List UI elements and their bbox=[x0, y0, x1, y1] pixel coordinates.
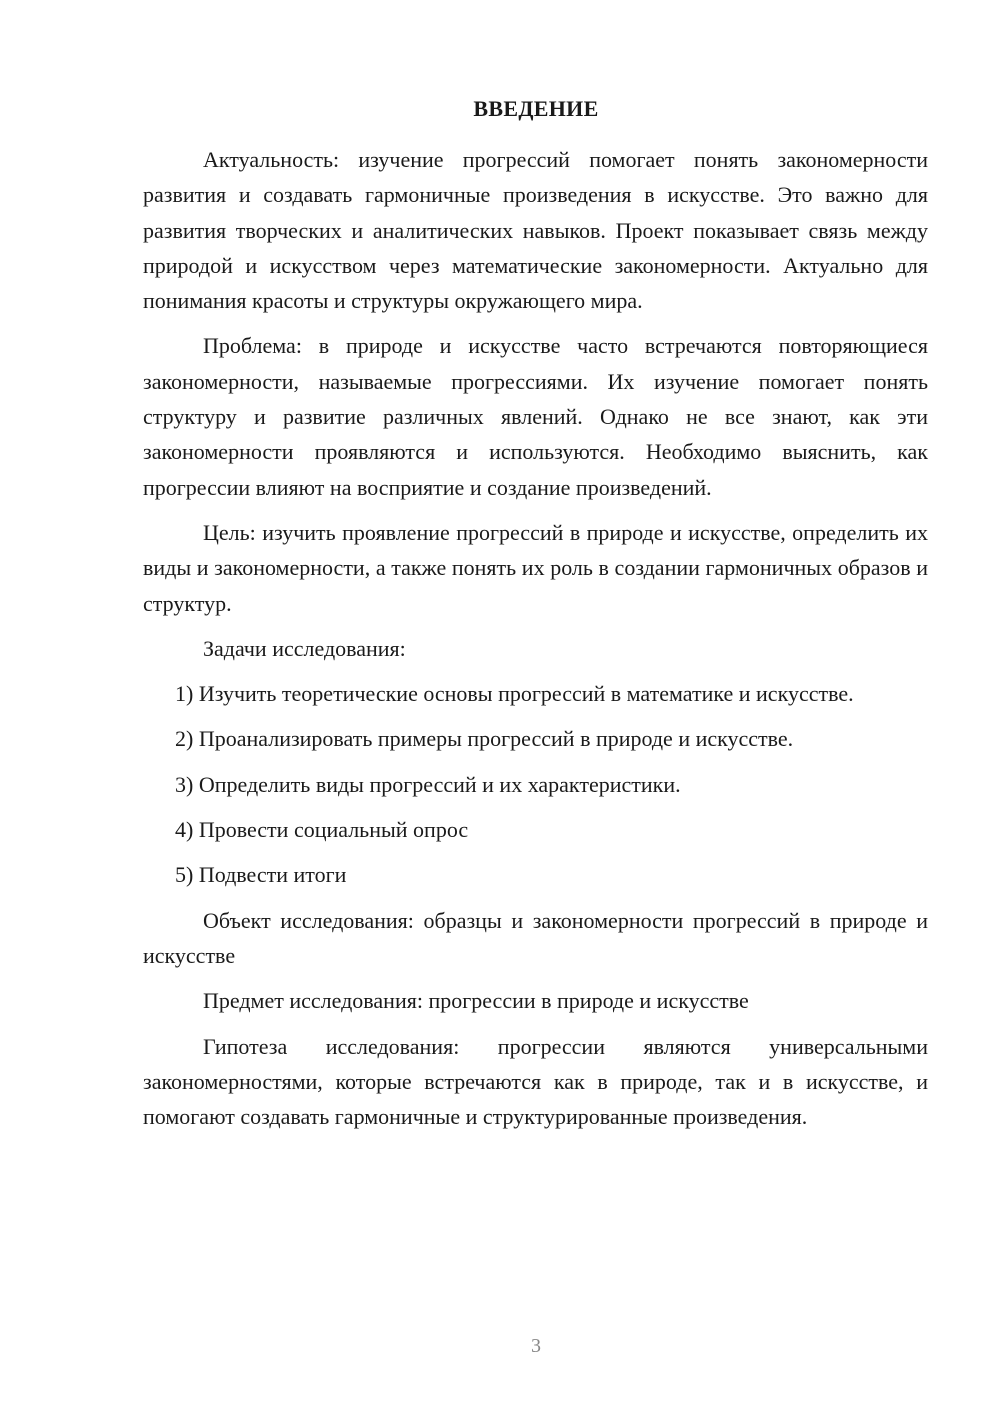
task-item-3: 3) Определить виды прогрессий и их характеристики. bbox=[175, 771, 681, 797]
page-title: ВВЕДЕНИЕ bbox=[473, 96, 599, 121]
task-item-5: 5) Подвести итоги bbox=[175, 862, 347, 888]
page-number: 3 bbox=[531, 1335, 541, 1357]
paragraph-object: Объект исследования: образцы и закономерности прогрессий в природе и искусстве bbox=[143, 907, 928, 968]
task-item-2: 2) Проанализировать примеры прогрессий в природе и искусстве. bbox=[175, 726, 794, 752]
task-item-4: 4) Провести социальный опрос bbox=[175, 817, 469, 843]
paragraph-tasks-heading: Задачи исследования: bbox=[203, 635, 406, 661]
paragraph-problem: Проблема: в природе и искусстве часто встречаются повторяющиеся закономерности, называемые прогрессиями. Их изучение помогает понять структуру и развитие различных явлений. Однако не все знают, как эти закономерности проявляются и используются. Необходимо выяснить, как прогрессии влияют на восприятие и создание произведений. bbox=[143, 333, 928, 500]
document-body bbox=[143, 142, 928, 1144]
paragraph-subject: Предмет исследования: прогрессии в природе и искусстве bbox=[203, 988, 749, 1014]
paragraph-relevance: Актуальность: изучение прогрессий помогает понять закономерности развития и создавать гармоничные произведения в искусстве. Это важно для развития творческих и аналитических навыков. Проект показывает связь между природой и искусством через математические закономерности. Актуально для понимания красоты и структуры окружающего мира. bbox=[143, 147, 928, 314]
task-item-1: 1) Изучить теоретические основы прогрессий в математике и искусстве. bbox=[175, 681, 854, 707]
paragraph-hypothesis: Гипотеза исследования: прогрессии являются универсальными закономерностями, которые встречаются как в природе, так и в искусстве, и помогают создавать гармоничные и структурированные произведения. bbox=[143, 1033, 928, 1130]
paragraph-goal: Цель: изучить проявление прогрессий в природе и искусстве, определить их виды и закономерности, а также понять их роль в создании гармоничных образов и структур. bbox=[143, 519, 928, 616]
